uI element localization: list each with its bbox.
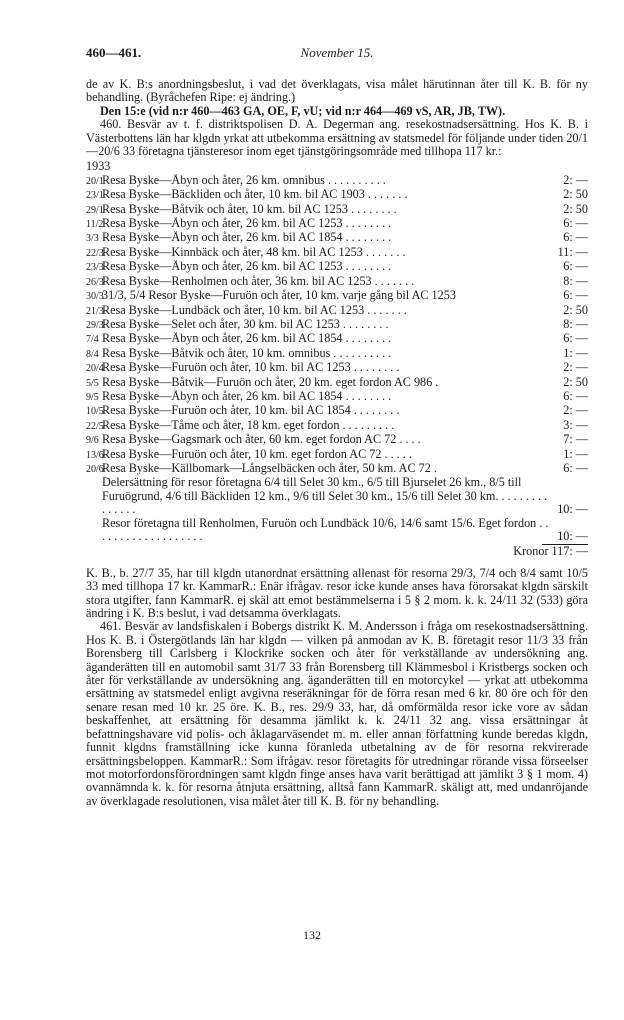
- row-amt: 1: —: [563, 446, 588, 461]
- page-number: 132: [303, 928, 321, 942]
- row-date: 9/6: [86, 435, 99, 447]
- row-desc: Resa Byske—Kinnbäck och åter, 48 km. bil AC 1253 . . . . . . .: [102, 245, 406, 259]
- section-461-paragraph: 461. Besvär av landsfiskalen i Bobergs distrikt K. M. Andersson i fråga om resekostnadsersättning. Hos K. B. i Östergötlands län har klgdn — vilken på anmodan av K. B. företagit resor 11/3 33 från Borensberg till Carlsberg i Klockrike socken och åter för verkställande av undersökning ang. äganderätten till en automobil samt 31/7 33 från Borensberg till Klämmesbol i Kristbergs socken och åter för verkställande av undersökning ang. äganderätten till en motorcykel — yrkat att utbekomma ersättning av statsmedel enligt avgivna reseräkningar för de förra resan med 6 kr. 80 öre och för den senare resan med 10 kr. 25 öre. K. B., res. 29/9 33, har, då omförmälda resor icke vore av sådan beskaffenhet, att ersättning för desamma jämlikt k. k. 24/11 32 ang. vissa ersättningar åt befattningshavare vid polis- och åklagarväsendet m. m. eller annan författning kunde beredas klgdn, funnit klgdns framställning icke kunna föranleda utbetalning av de för resorna rekvirerade ersättningsbeloppen. KammarR.: Som ifrågav. resor företagits för utredningar rörande vissa förseelser mot motorfordonsförordningen samt klgdn finge anses hava varit berättigad att jämlikt 3 § 1 mom. 4) ovannämnda k. k. för resorna åtnjuta ersättning, alltså fann KammarR. skäligt att, med undanröjande av överklagade resolutionen, visa målet åter till K. B. för ny behandling.: [86, 619, 588, 808]
- row-amt: 6: —: [563, 259, 588, 274]
- row-desc: Resa Byske—Båtvik och åter, 10 km. bil AC 1253 . . . . . . . .: [102, 202, 397, 216]
- section-460-paragraph: 460. Besvär av t. f. distriktspolisen D. A. Degerman ang. resekostnadsersättning. Hos K. B. i Västerbottens län har klgdn yrkat att utbekomma ersättning av statsmedel för följande under tiden 20/1—20/6 33 företagna tjänsteresor inom eget tjänstgöringsområde med tillhopa 117 kr.:: [86, 117, 588, 159]
- expense-total: Kronor 117: —: [513, 544, 588, 559]
- table-row: [86, 246, 588, 260]
- header-section-range: 460—461.: [86, 45, 142, 60]
- row-desc: 31/3, 5/4 Resor Byske—Furuön och åter, 10 km. varje gång bil AC 1253: [102, 289, 456, 303]
- row-amt: 6: —: [563, 288, 588, 303]
- row-amt: 6: —: [563, 216, 588, 231]
- table-row: [86, 448, 588, 462]
- header-date: November 15.: [300, 45, 374, 60]
- row-amt: 8: —: [563, 316, 588, 331]
- session-date-paragraph: Den 15:e (vid n:r 460—463 GA, OE, F, vU; vid n:r 464—469 vS, AR, JB, TW).: [100, 103, 506, 118]
- row-amt: 7: —: [563, 432, 588, 447]
- row-amt: 2: 50: [563, 374, 588, 389]
- row-desc: Resa Byske—Åbyn och åter, 26 km. bil AC 1854 . . . . . . . .: [102, 332, 392, 346]
- row-amt: 2: 50: [563, 302, 588, 317]
- expense-table: [86, 174, 588, 477]
- table-row: [86, 404, 588, 418]
- row-date: 3/3: [86, 233, 99, 245]
- row-amt: 6: —: [563, 388, 588, 403]
- table-row: [86, 376, 588, 390]
- table-row: [86, 304, 588, 318]
- row-date: 23/1: [86, 190, 104, 202]
- row-date: 29/3: [86, 319, 104, 331]
- row-amt: 8: —: [563, 273, 588, 288]
- table-row: [86, 289, 588, 303]
- continuation-text: Delersättning för resor företagna 6/4 till Selet 30 km., 6/5 till Bjurselet 26 km., 8/5 till Furuögrund, 4/6 till Bäckliden 12 km., 9/6 till Selet 30 km., 15/6 till Selet 30 km. . . . . . . . . . . . . . .: [102, 475, 548, 517]
- table-row: [86, 318, 588, 332]
- row-amt: 2: —: [563, 360, 588, 375]
- row-desc: Resa Byske—Bäckliden och åter, 10 km. bil AC 1903 . . . . . . .: [102, 188, 408, 202]
- row-date: 13/6: [86, 449, 104, 461]
- row-amt: 11: —: [557, 244, 588, 259]
- continuation-amount: 10: —: [557, 529, 588, 543]
- row-amt: 1: —: [563, 345, 588, 360]
- table-row: [86, 275, 588, 289]
- row-date: 9/5: [86, 391, 99, 403]
- page-header: [86, 46, 588, 64]
- row-desc: Resa Byske—Lundbäck och åter, 10 km. bil AC 1253 . . . . . . .: [102, 303, 407, 317]
- row-desc: Resa Byske—Båtvik—Furuön och åter, 20 km. eget fordon AC 986 .: [102, 375, 439, 389]
- continuation-amount: 10: —: [557, 502, 588, 517]
- row-date: 21/3: [86, 305, 104, 317]
- row-date: 8/4: [86, 348, 99, 360]
- table-row: [86, 433, 588, 447]
- row-desc: Resa Byske—Åbyn och åter, 26 km. bil AC 1253 . . . . . . . .: [102, 260, 392, 274]
- table-row: [86, 188, 588, 202]
- row-date: 26/3: [86, 276, 104, 288]
- table-row: [86, 231, 588, 245]
- row-amt: 3: —: [563, 417, 588, 432]
- table-row: [86, 332, 588, 346]
- row-date: 20/4: [86, 363, 104, 375]
- expense-continuation-2: [86, 517, 588, 544]
- continuation-text: Resor företagna till Renholmen, Furuön och Lundbäck 10/6, 14/6 samt 15/6. Eget fordon . . . . . . . . . . . . . . . . . . .: [102, 515, 549, 543]
- row-desc: Resa Byske—Åbyn och åter, 26 km. omnibus . . . . . . . . . .: [102, 173, 386, 187]
- row-amt: 6: —: [563, 331, 588, 346]
- row-desc: Resa Byske—Båtvik och åter, 10 km. omnibus . . . . . . . . . .: [102, 346, 392, 360]
- table-row: [86, 462, 588, 476]
- row-date: 22/3: [86, 247, 104, 259]
- table-row: [86, 203, 588, 217]
- row-desc: Resa Byske—Åbyn och åter, 26 km. bil AC 1854 . . . . . . . .: [102, 389, 392, 403]
- row-desc: Resa Byske—Åbyn och åter, 26 km. bil AC 1253 . . . . . . . .: [102, 217, 392, 231]
- expense-year: 1933: [86, 159, 111, 174]
- row-amt: 6: —: [563, 230, 588, 245]
- row-date: 11/2: [86, 219, 104, 231]
- table-row: [86, 347, 588, 361]
- document-page: [86, 46, 588, 808]
- row-desc: Resa Byske—Furuön och åter, 10 km. bil AC 1253 . . . . . . . .: [102, 361, 400, 375]
- table-row: [86, 361, 588, 375]
- table-row: [86, 217, 588, 231]
- table-row: [86, 419, 588, 433]
- row-amt: 2: 50: [563, 187, 588, 202]
- row-desc: Resa Byske—Renholmen och åter, 36 km. bil AC 1253 . . . . . . .: [102, 274, 415, 288]
- row-date: 7/4: [86, 334, 99, 346]
- row-desc: Resa Byske—Furuön och åter, 10 km. bil AC 1854 . . . . . . . .: [102, 404, 400, 418]
- table-row: [86, 260, 588, 274]
- row-date: 10/5: [86, 406, 104, 418]
- row-date: 20/1: [86, 175, 104, 187]
- row-date: 30/3: [86, 291, 104, 303]
- table-row: [86, 390, 588, 404]
- row-desc: Resa Byske—Tåme och åter, 18 km. eget fordon . . . . . . . . .: [102, 418, 395, 432]
- row-amt: 2: 50: [563, 201, 588, 216]
- ruling-paragraph: K. B., b. 27/7 35, har till klgdn utanordnat ersättning allenast för resorna 29/3, 7/4 och 8/4 samt 10/5 33 med tillhopa 17 kr. KammarR.: Enär ifrågav. resor icke kunde anses hava förorsakat klgdn särskilt stora utgifter, fann KammarR. ej skäl att emot bestämmelserna i 5 § 2 mom. k. k. 24/11 32 (533) göra ändring i K. B:s beslut, i vad detsamma överklagats.: [86, 565, 588, 621]
- row-amt: 2: —: [563, 172, 588, 187]
- table-row: [86, 174, 588, 188]
- expense-continuation-1: [86, 476, 588, 516]
- row-amt: 6: —: [563, 460, 588, 475]
- intro-paragraph: de av K. B:s anordningsbeslut, i vad det överklagats, visa målet härutinnan åter till K. B. för ny behandling. (Byråchefen Ripe: ej ändring.): [86, 77, 588, 105]
- row-date: 23/3: [86, 262, 104, 274]
- row-desc: Resa Byske—Furuön och åter, 10 km. eget fordon AC 72 . . . . .: [102, 447, 412, 461]
- row-desc: Resa Byske—Åbyn och åter, 26 km. bil AC 1854 . . . . . . . .: [102, 231, 392, 245]
- row-desc: Resa Byske—Selet och åter, 30 km. bil AC 1253 . . . . . . . .: [102, 317, 389, 331]
- row-amt: 2: —: [563, 403, 588, 418]
- row-desc: Resa Byske—Källbomark—Långselbäcken och åter, 50 km. AC 72 .: [102, 461, 437, 475]
- row-desc: Resa Byske—Gagsmark och åter, 60 km. eget fordon AC 72 . . . .: [102, 433, 421, 447]
- row-date: 29/1: [86, 204, 104, 216]
- row-date: 20/6: [86, 463, 104, 475]
- row-date: 22/5: [86, 420, 104, 432]
- row-date: 5/5: [86, 377, 99, 389]
